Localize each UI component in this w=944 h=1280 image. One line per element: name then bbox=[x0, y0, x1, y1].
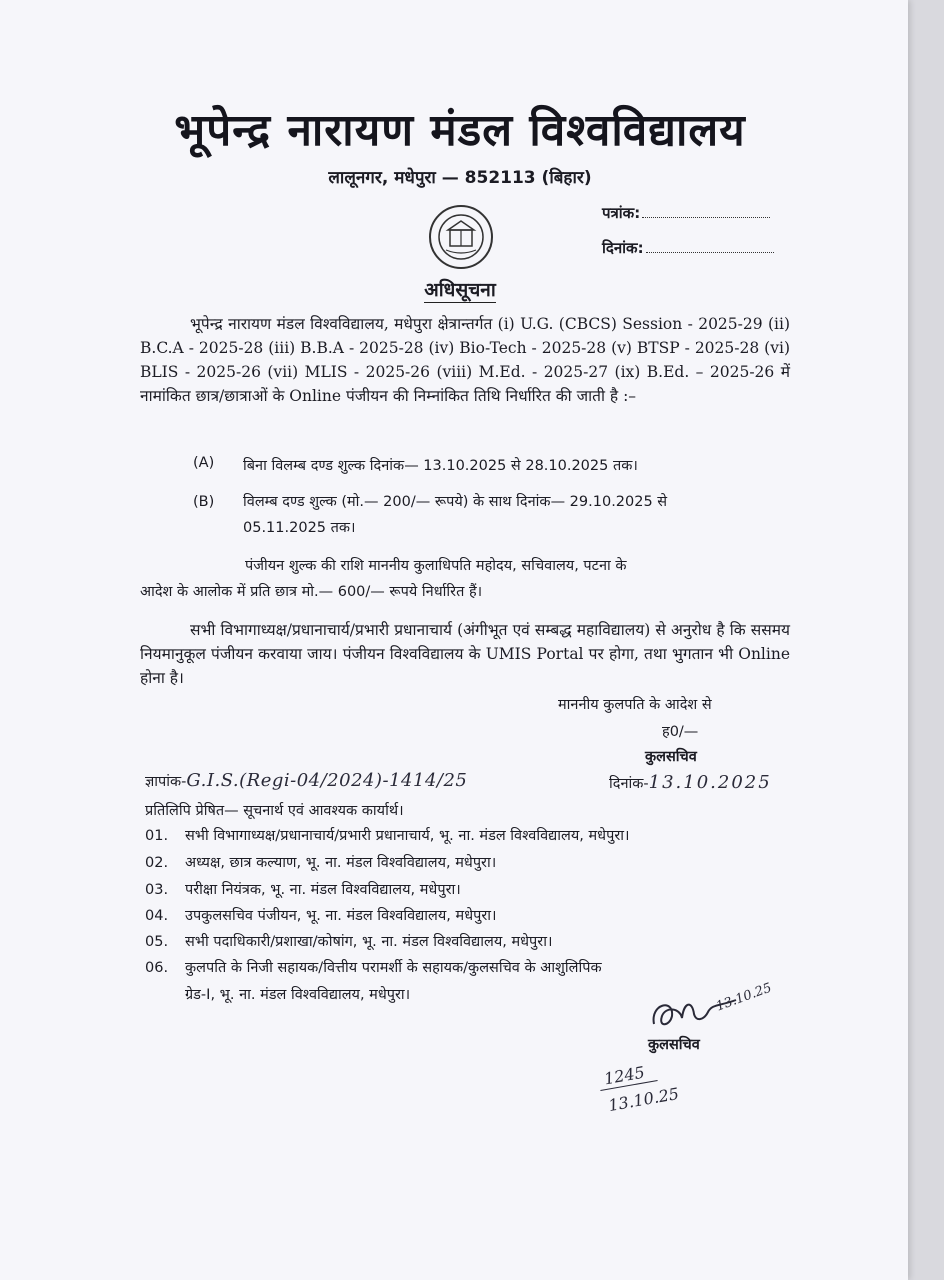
university-seal-icon bbox=[428, 204, 494, 270]
dinank-line bbox=[602, 238, 774, 258]
request-paragraph: सभी विभागाध्यक्ष/प्रधानाचार्य/प्रभारी प्रधानाचार्य (अंगीभूत एवं सम्बद्ध महाविद्यालय) से अनुरोध है कि ससमय नियमानुकूल पंजीयन करवाया जाय। पंजीयन विश्वविद्यालय के UMIS Portal पर होगा, तथा भुगतान भी Online होना है। bbox=[140, 621, 790, 687]
patrank-label: पत्रांक: bbox=[602, 204, 641, 222]
signatory-title: कुलसचिव bbox=[645, 749, 697, 765]
university-address: लालूनगर, मधेपुरा — 852113 (बिहार) bbox=[328, 168, 592, 188]
memo-date-value: 13.10.2025 bbox=[648, 772, 772, 793]
recipient-item: 02. अध्यक्ष, छात्र कल्याण, भू. ना. मंडल विश्वविद्यालय, मधेपुरा। bbox=[145, 855, 497, 871]
notice-heading: अधिसूचना bbox=[424, 279, 496, 301]
recipient-item-cont: ग्रेड-I, भू. ना. मंडल विश्वविद्यालय, मधेपुरा। bbox=[185, 987, 411, 1003]
dispatch-date: 13.10.25 bbox=[606, 1083, 681, 1116]
cc-signatory-title: कुलसचिव bbox=[648, 1037, 700, 1053]
signed-mark: ह0/— bbox=[662, 724, 699, 740]
dinank-label: दिनांक: bbox=[602, 239, 644, 257]
item-b-text: विलम्ब दण्ड शुल्क (मो.— 200/— रूपये) के साथ दिनांक— 29.10.2025 से bbox=[243, 494, 668, 510]
fee-line-2: आदेश के आलोक में प्रति छात्र मो.— 600/— रूपये निर्धारित हैं। bbox=[140, 584, 483, 600]
recipient-item: 01. सभी विभागाध्यक्ष/प्रधानाचार्य/प्रभारी प्रधानाचार्य, भू. ना. मंडल विश्वविद्यालय, मधेपुरा। bbox=[145, 828, 630, 844]
signature-date: 13.10.25 bbox=[714, 980, 774, 1015]
item-marker-b: (B) bbox=[193, 494, 215, 510]
fee-line-1: पंजीयन शुल्क की राशि माननीय कुलाधिपति महोदय, सचिवालय, पटना के bbox=[245, 558, 627, 574]
university-title: भूपेन्द्र नारायण मंडल विश्वविद्यालय bbox=[174, 105, 746, 156]
recipient-item: 06. कुलपति के निजी सहायक/वित्तीय परामर्शी के सहायक/कुलसचिव के आशुलिपिक bbox=[145, 960, 602, 976]
recipient-item: 05. सभी पदाधिकारी/प्रशाखा/कोषांग, भू. ना. मंडल विश्वविद्यालय, मधेपुरा। bbox=[145, 934, 553, 950]
memo-date-label: दिनांक- bbox=[609, 776, 649, 792]
order-by-line: माननीय कुलपति के आदेश से bbox=[558, 697, 712, 713]
copy-to-line: प्रतिलिपि प्रेषित— सूचनार्थ एवं आवश्यक कार्यार्थ। bbox=[145, 803, 404, 819]
gyapank-value: G.I.S.(Regi-04/2024)-1414/25 bbox=[186, 770, 468, 791]
item-marker-a: (A) bbox=[193, 455, 215, 471]
gyapank-label: ज्ञापांक- bbox=[145, 774, 187, 790]
item-b-text-cont: 05.11.2025 तक। bbox=[243, 520, 356, 536]
recipient-item: 04. उपकुलसचिव पंजीयन, भू. ना. मंडल विश्वविद्यालय, मधेपुरा। bbox=[145, 908, 497, 924]
item-a-text: बिना विलम्ब दण्ड शुल्क दिनांक— 13.10.2025 से 28.10.2025 तक। bbox=[243, 458, 638, 474]
recipient-item: 03. परीक्षा नियंत्रक, भू. ना. मंडल विश्वविद्यालय, मधेपुरा। bbox=[145, 882, 461, 898]
gyapank-line bbox=[145, 770, 467, 791]
memo-date-line bbox=[609, 772, 772, 793]
patrank-line bbox=[602, 203, 770, 223]
dispatch-number: 1245 bbox=[602, 1062, 647, 1089]
notice-intro-paragraph: भूपेन्द्र नारायण मंडल विश्वविद्यालय, मधेपुरा क्षेत्रान्तर्गत (i) U.G. (CBCS) Session - 2025-29 (ii) B.C.A - 2025-28 (iii) B.B.A - 2025-28 (iv) Bio-Tech - 2025-28 (v) BTSP - 2025-28 (vi) BLIS - 2025-26 (vii) MLIS - 2025-26 (viii) M.Ed. - 2025-27 (ix) B.Ed. – 2025-26 में नामांकित छात्र/छात्राओं के Online पंजीयन की निम्नांकित तिथि निर्धारित की जाती है :– bbox=[140, 315, 790, 405]
